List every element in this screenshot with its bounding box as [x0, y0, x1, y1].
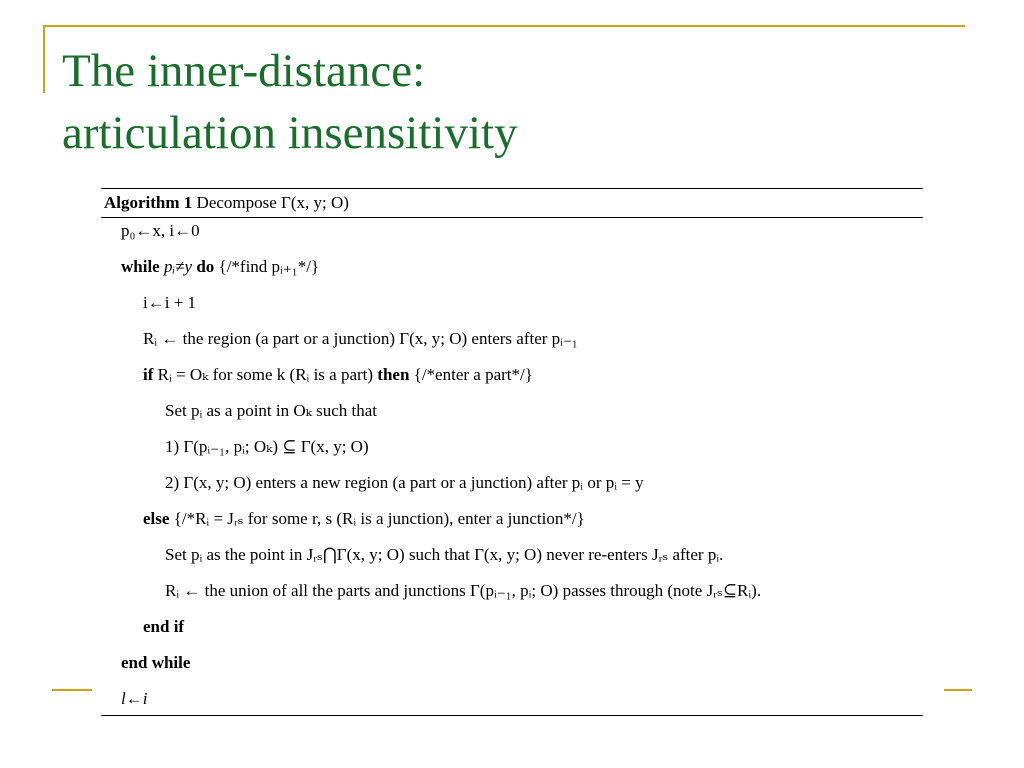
algo-line-condition-1: 1) Γ(pᵢ₋₁, pᵢ; Oₖ) ⊆ Γ(x, y; O) — [165, 437, 369, 456]
algo-line-init: p₀←x, i←0 — [121, 221, 200, 240]
algo-line-condition-2: 2) Γ(x, y; O) enters a new region (a part or a junction) after pᵢ or pᵢ = y — [165, 473, 644, 492]
algo-line-set-point: Set pᵢ as a point in Oₖ such that — [165, 401, 378, 420]
algo-line-set-junction-point: Set pᵢ as the point in Jᵣₛ⋂Γ(x, y; O) such that Γ(x, y; O) never re-enters Jᵣₛ after pᵢ. — [165, 545, 724, 564]
algorithm-label: Algorithm 1 — [104, 193, 193, 212]
while-comment: {/*find pᵢ₊₁*/} — [218, 257, 320, 276]
algo-line-if — [143, 364, 533, 386]
algo-line-end-if: end if — [143, 617, 185, 636]
else-comment: {/*Rᵢ = Jᵣₛ for some r, s (Rᵢ is a junction), enter a junction*/} — [173, 509, 585, 528]
keyword-while: while — [121, 257, 160, 276]
keyword-do: do — [196, 257, 215, 276]
slide-title-line-1: The inner-distance: — [62, 45, 426, 97]
algorithm-bottom-rule — [101, 715, 923, 716]
algo-line-union: Rᵢ ← the union of all the parts and junctions Γ(pᵢ₋₁, pᵢ; O) passes through (note Jᵣₛ⊆Rᵢ). — [165, 581, 762, 600]
algorithm-top-rule — [101, 188, 923, 189]
algorithm-caption — [104, 192, 349, 214]
algo-line-increment: i←i + 1 — [143, 293, 197, 312]
accent-footer-line-right — [944, 689, 972, 691]
if-comment: {/*enter a part*/} — [413, 365, 533, 384]
if-condition: Rᵢ = Oₖ for some k (Rᵢ is a part) — [157, 365, 374, 384]
accent-footer-line-left — [52, 689, 92, 691]
keyword-else: else — [143, 509, 170, 528]
algo-line-while — [121, 256, 319, 278]
algorithm-box — [101, 188, 923, 716]
algo-line-final: l←i — [121, 689, 148, 708]
algo-line-region: Rᵢ ← the region (a part or a junction) Γ(x, y; O) enters after pᵢ₋₁ — [143, 329, 578, 348]
algo-line-else — [143, 508, 585, 530]
while-condition: pᵢ≠y — [163, 257, 193, 276]
slide-title-line-2: articulation insensitivity — [62, 107, 518, 159]
keyword-if: if — [143, 365, 154, 384]
accent-top-line — [43, 25, 965, 27]
algorithm-header-rule — [101, 217, 923, 218]
algo-line-end-while: end while — [121, 653, 191, 672]
keyword-then: then — [377, 365, 410, 384]
algorithm-title: Decompose Γ(x, y; O) — [196, 193, 349, 212]
accent-vertical-line — [43, 25, 45, 93]
slide-title — [62, 40, 518, 164]
